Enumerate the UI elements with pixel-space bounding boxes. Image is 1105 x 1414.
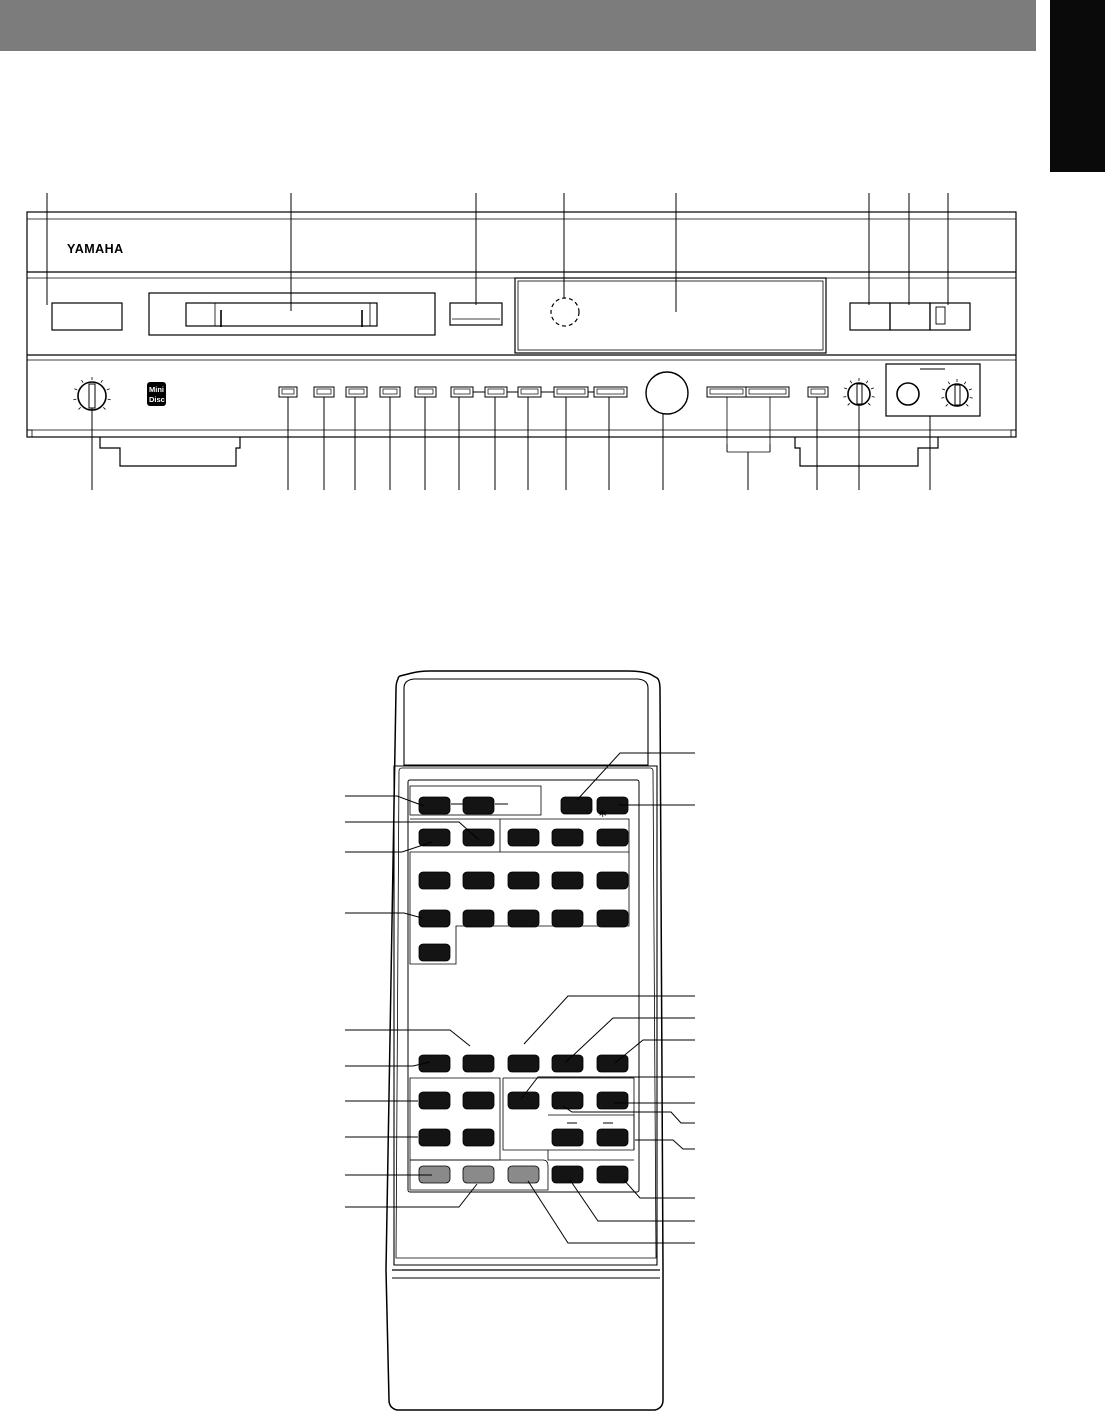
remote-button-17[interactable] bbox=[508, 910, 539, 927]
knob-tick-marks bbox=[73, 377, 972, 409]
tick bbox=[844, 388, 847, 389]
callout-right-9 bbox=[635, 1140, 695, 1149]
remote-button-18[interactable] bbox=[552, 910, 583, 927]
tick bbox=[969, 389, 972, 390]
display-window bbox=[515, 278, 826, 353]
tick bbox=[941, 398, 944, 399]
front-panel-body bbox=[27, 212, 1016, 437]
remote-button-20[interactable] bbox=[419, 944, 450, 961]
remote-button-16[interactable] bbox=[463, 910, 494, 927]
callout-left-4 bbox=[345, 913, 422, 918]
remote-button-30[interactable] bbox=[508, 1092, 539, 1109]
front-btn-12[interactable] bbox=[746, 387, 789, 397]
tick bbox=[848, 403, 850, 405]
remote-button-12[interactable] bbox=[508, 872, 539, 889]
remote-button-27[interactable] bbox=[463, 1092, 494, 1109]
front-callout-lines bbox=[47, 193, 948, 490]
remote-button-8[interactable] bbox=[552, 829, 583, 846]
tick bbox=[970, 398, 973, 399]
front-btn-9[interactable] bbox=[554, 387, 588, 397]
remote-button-34[interactable] bbox=[597, 1129, 628, 1146]
callout-left-2 bbox=[345, 822, 479, 840]
callout-right-8 bbox=[563, 1106, 695, 1123]
remote-button-33[interactable] bbox=[552, 1129, 583, 1146]
tick bbox=[74, 389, 77, 390]
tick bbox=[866, 381, 868, 383]
callout-left-6 bbox=[345, 1062, 430, 1066]
remote-button-25[interactable] bbox=[597, 1055, 628, 1072]
callout-left-10 bbox=[345, 1184, 477, 1207]
callout-left-1 bbox=[345, 796, 424, 806]
disc-slot-frame bbox=[149, 293, 435, 335]
tick bbox=[872, 397, 875, 398]
tick bbox=[871, 388, 874, 389]
callout-right-12 bbox=[528, 1181, 695, 1243]
tick bbox=[843, 397, 846, 398]
remote-button-36[interactable] bbox=[597, 1166, 628, 1183]
remote-sensor bbox=[551, 298, 579, 326]
right-foot bbox=[795, 437, 938, 466]
tick bbox=[107, 389, 110, 390]
remote-button-2[interactable] bbox=[463, 797, 494, 814]
remote-button-28[interactable] bbox=[419, 1129, 450, 1146]
remote-button-7[interactable] bbox=[508, 829, 539, 846]
remote-button-6[interactable] bbox=[463, 829, 494, 846]
remote-button-29[interactable] bbox=[463, 1129, 494, 1146]
callout-right-11 bbox=[570, 1180, 695, 1221]
remote-button-10[interactable] bbox=[419, 872, 450, 889]
front-btn-10[interactable] bbox=[594, 387, 627, 397]
power-button[interactable] bbox=[52, 303, 122, 330]
remote-button-5[interactable] bbox=[419, 829, 450, 846]
remote-ir-window bbox=[404, 679, 648, 765]
svg-text:Mini: Mini bbox=[149, 385, 164, 394]
jog-dial[interactable] bbox=[646, 372, 688, 414]
remote-button-38[interactable] bbox=[463, 1166, 494, 1183]
tick bbox=[73, 399, 76, 400]
input-level-knob[interactable] bbox=[78, 382, 106, 410]
phones-level-knob[interactable] bbox=[946, 384, 968, 406]
front-panel bbox=[27, 212, 1016, 466]
phones-jack[interactable] bbox=[897, 383, 919, 405]
record-level-knob[interactable] bbox=[848, 383, 870, 405]
remote-control bbox=[386, 671, 663, 1410]
tick bbox=[948, 382, 950, 384]
remote-buttons bbox=[419, 797, 628, 1183]
remote-button-19[interactable] bbox=[597, 910, 628, 927]
callout-right-3 bbox=[524, 996, 695, 1044]
remote-button-15[interactable] bbox=[419, 910, 450, 927]
remote-body bbox=[386, 671, 663, 1410]
remote-button-13[interactable] bbox=[552, 872, 583, 889]
remote-button-24[interactable] bbox=[552, 1055, 583, 1072]
front-button-a[interactable] bbox=[850, 303, 890, 330]
tick bbox=[81, 380, 83, 382]
tick bbox=[946, 404, 948, 406]
tick bbox=[966, 404, 968, 406]
remote-button-11[interactable] bbox=[463, 872, 494, 889]
tick bbox=[108, 399, 111, 400]
tick bbox=[942, 389, 945, 390]
svg-text:Disc: Disc bbox=[149, 395, 165, 404]
front-btn-11[interactable] bbox=[707, 387, 746, 397]
remote-button-31[interactable] bbox=[552, 1092, 583, 1109]
callout-right-10 bbox=[624, 1180, 695, 1198]
callout-right-1 bbox=[577, 753, 695, 800]
remote-button-14[interactable] bbox=[597, 872, 628, 889]
remote-button-39[interactable] bbox=[508, 1166, 539, 1183]
remote-button-9[interactable] bbox=[597, 829, 628, 846]
tick bbox=[850, 381, 852, 383]
minidisc-logo bbox=[147, 382, 166, 406]
tick bbox=[868, 403, 870, 405]
tick bbox=[103, 407, 105, 409]
remote-button-32[interactable] bbox=[597, 1092, 628, 1109]
remote-button-22[interactable] bbox=[463, 1055, 494, 1072]
remote-button-35[interactable] bbox=[552, 1166, 583, 1183]
front-btn-8[interactable] bbox=[518, 387, 541, 397]
asterisk-symbol: * bbox=[599, 807, 607, 825]
remote-button-26[interactable] bbox=[419, 1092, 450, 1109]
tick bbox=[79, 407, 81, 409]
remote-button-3[interactable] bbox=[561, 797, 592, 814]
remote-button-23[interactable] bbox=[508, 1055, 539, 1072]
eject-button[interactable] bbox=[450, 303, 502, 325]
tick bbox=[964, 382, 966, 384]
front-button-b[interactable] bbox=[890, 303, 930, 330]
left-foot bbox=[100, 437, 240, 466]
brand-logo: YAMAHA bbox=[67, 242, 124, 256]
tick bbox=[101, 380, 103, 382]
front-small-buttons bbox=[279, 387, 828, 397]
